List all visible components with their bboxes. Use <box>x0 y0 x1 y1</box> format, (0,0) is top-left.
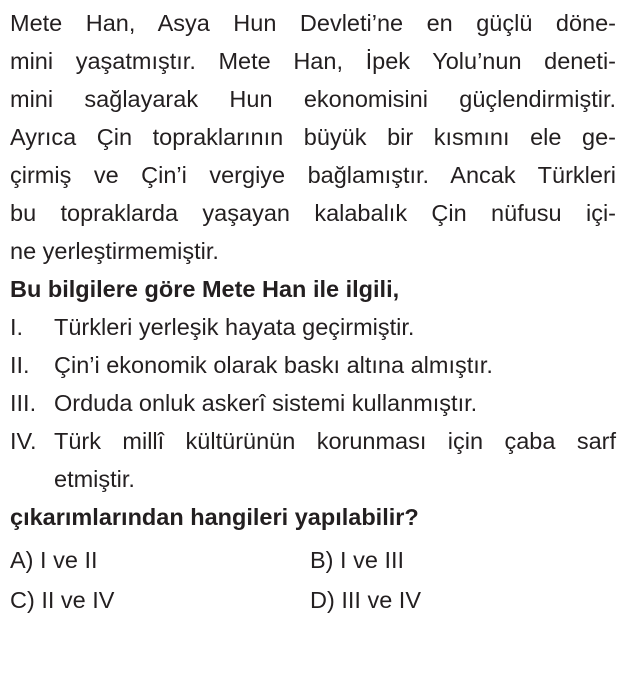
passage-line: çirmiş ve Çin’i vergiye bağlamıştır. Ancak Türkleri <box>10 162 616 188</box>
passage <box>10 4 616 270</box>
statement-text: Türkleri yerleşik hayata geçirmiştir. <box>54 314 415 340</box>
passage-line: Mete Han, Asya Hun Devleti’ne en güçlü döne- <box>10 10 616 36</box>
statement-text: Orduda onluk askerî sistemi kullanmıştır. <box>54 390 478 416</box>
question-stem: Bu bilgilere göre Mete Han ile ilgili, <box>10 276 400 302</box>
option-label: C) <box>10 587 35 613</box>
question-block <box>10 4 616 620</box>
statement-list <box>10 308 616 498</box>
option-text: I ve II <box>40 547 98 573</box>
passage-line: bu topraklarda yaşayan kalabalık Çin nüfusu içi- <box>10 200 616 226</box>
option-text: II ve IV <box>41 587 115 613</box>
statement-text: etmiştir. <box>54 466 135 492</box>
option-a[interactable] <box>10 540 310 580</box>
option-text: III ve IV <box>341 587 421 613</box>
statement-item <box>10 422 616 460</box>
statement-number: II. <box>10 352 30 378</box>
option-c[interactable] <box>10 580 310 620</box>
option-label: D) <box>310 587 335 613</box>
passage-line: Ayrıca Çin topraklarının büyük bir kısmını ele ge- <box>10 124 616 150</box>
passage-line: ne yerleştirmemiştir. <box>10 238 219 264</box>
statement-number: I. <box>10 314 24 340</box>
passage-line: mini yaşatmıştır. Mete Han, İpek Yolu’nun deneti- <box>10 48 616 74</box>
statement-text: Çin’i ekonomik olarak baskı altına almıştır. <box>54 352 493 378</box>
option-label: B) <box>310 547 334 573</box>
question-end: çıkarımlarından hangileri yapılabilir? <box>10 504 419 530</box>
option-d[interactable] <box>310 580 610 620</box>
statement-item <box>10 346 616 384</box>
statement-item <box>10 308 616 346</box>
option-b[interactable] <box>310 540 610 580</box>
statement-number: III. <box>10 390 37 416</box>
statement-text: Türk millî kültürünün korunması için çaba sarf <box>54 428 616 454</box>
statement-item <box>10 384 616 422</box>
answer-options <box>10 540 616 620</box>
option-label: A) <box>10 547 34 573</box>
option-text: I ve III <box>340 547 405 573</box>
statement-continuation <box>10 460 616 498</box>
passage-line: mini sağlayarak Hun ekonomisini güçlendirmiştir. <box>10 86 616 112</box>
statement-number: IV. <box>10 428 37 454</box>
